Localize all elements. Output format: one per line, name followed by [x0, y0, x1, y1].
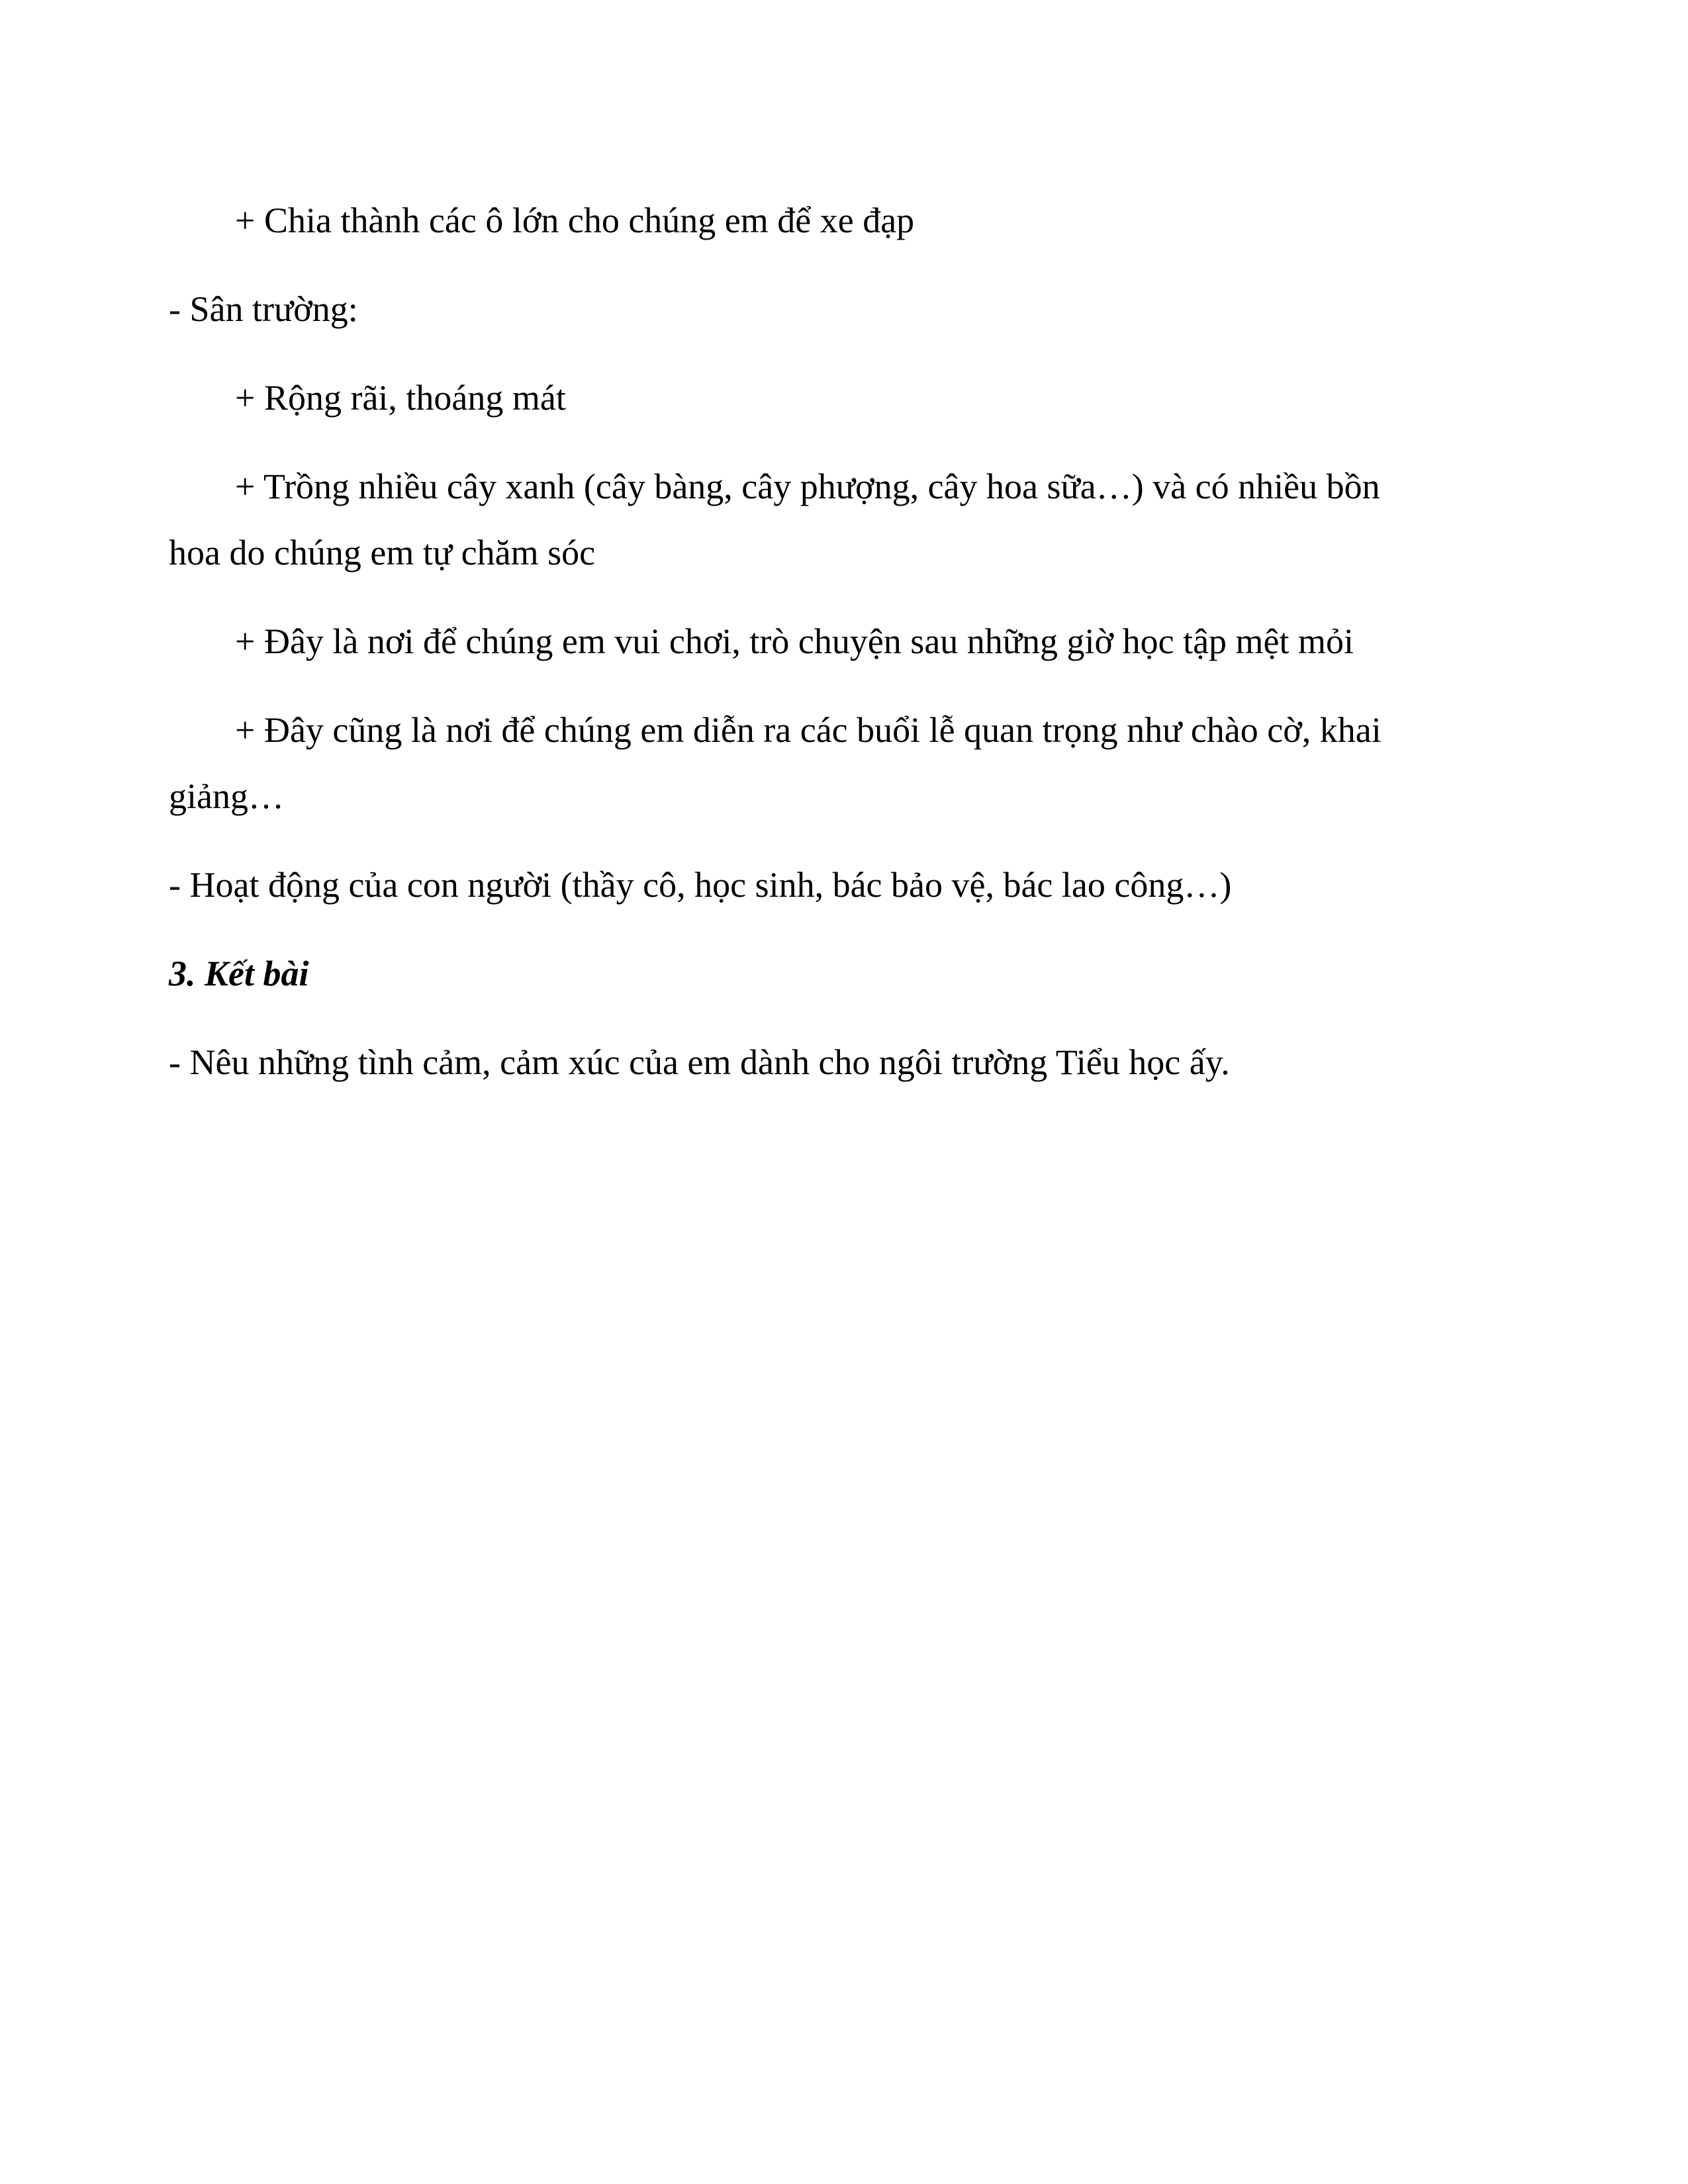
bullet-trees-continued: hoa do chúng em tự chăm sóc: [169, 533, 596, 572]
section-people-activities: - Hoạt động của con người (thầy cô, học sinh, bác bảo vệ, bác lao công…): [169, 865, 1232, 905]
bullet-ceremonies: + Đây cũng là nơi để chúng em diễn ra các buổi lễ quan trọng như chào cờ, khai: [235, 710, 1382, 750]
bullet-ceremonies-continued: giảng…: [169, 776, 284, 816]
conclusion-text: - Nêu những tình cảm, cảm xúc của em dành cho ngôi trường Tiểu học ấy.: [169, 1042, 1230, 1082]
bullet-play-area: + Đây là nơi để chúng em vui chơi, trò chuyện sau những giờ học tập mệt mỏi: [235, 621, 1354, 661]
bullet-trees: + Trồng nhiều cây xanh (cây bàng, cây phượng, cây hoa sữa…) và có nhiều bồn: [235, 467, 1380, 506]
section-schoolyard: - Sân trường:: [169, 289, 358, 329]
bullet-bike-parking: + Chia thành các ô lớn cho chúng em để xe đạp: [235, 201, 915, 240]
heading-conclusion: 3. Kết bài: [169, 954, 309, 993]
bullet-spacious: + Rộng rãi, thoáng mát: [235, 378, 566, 418]
